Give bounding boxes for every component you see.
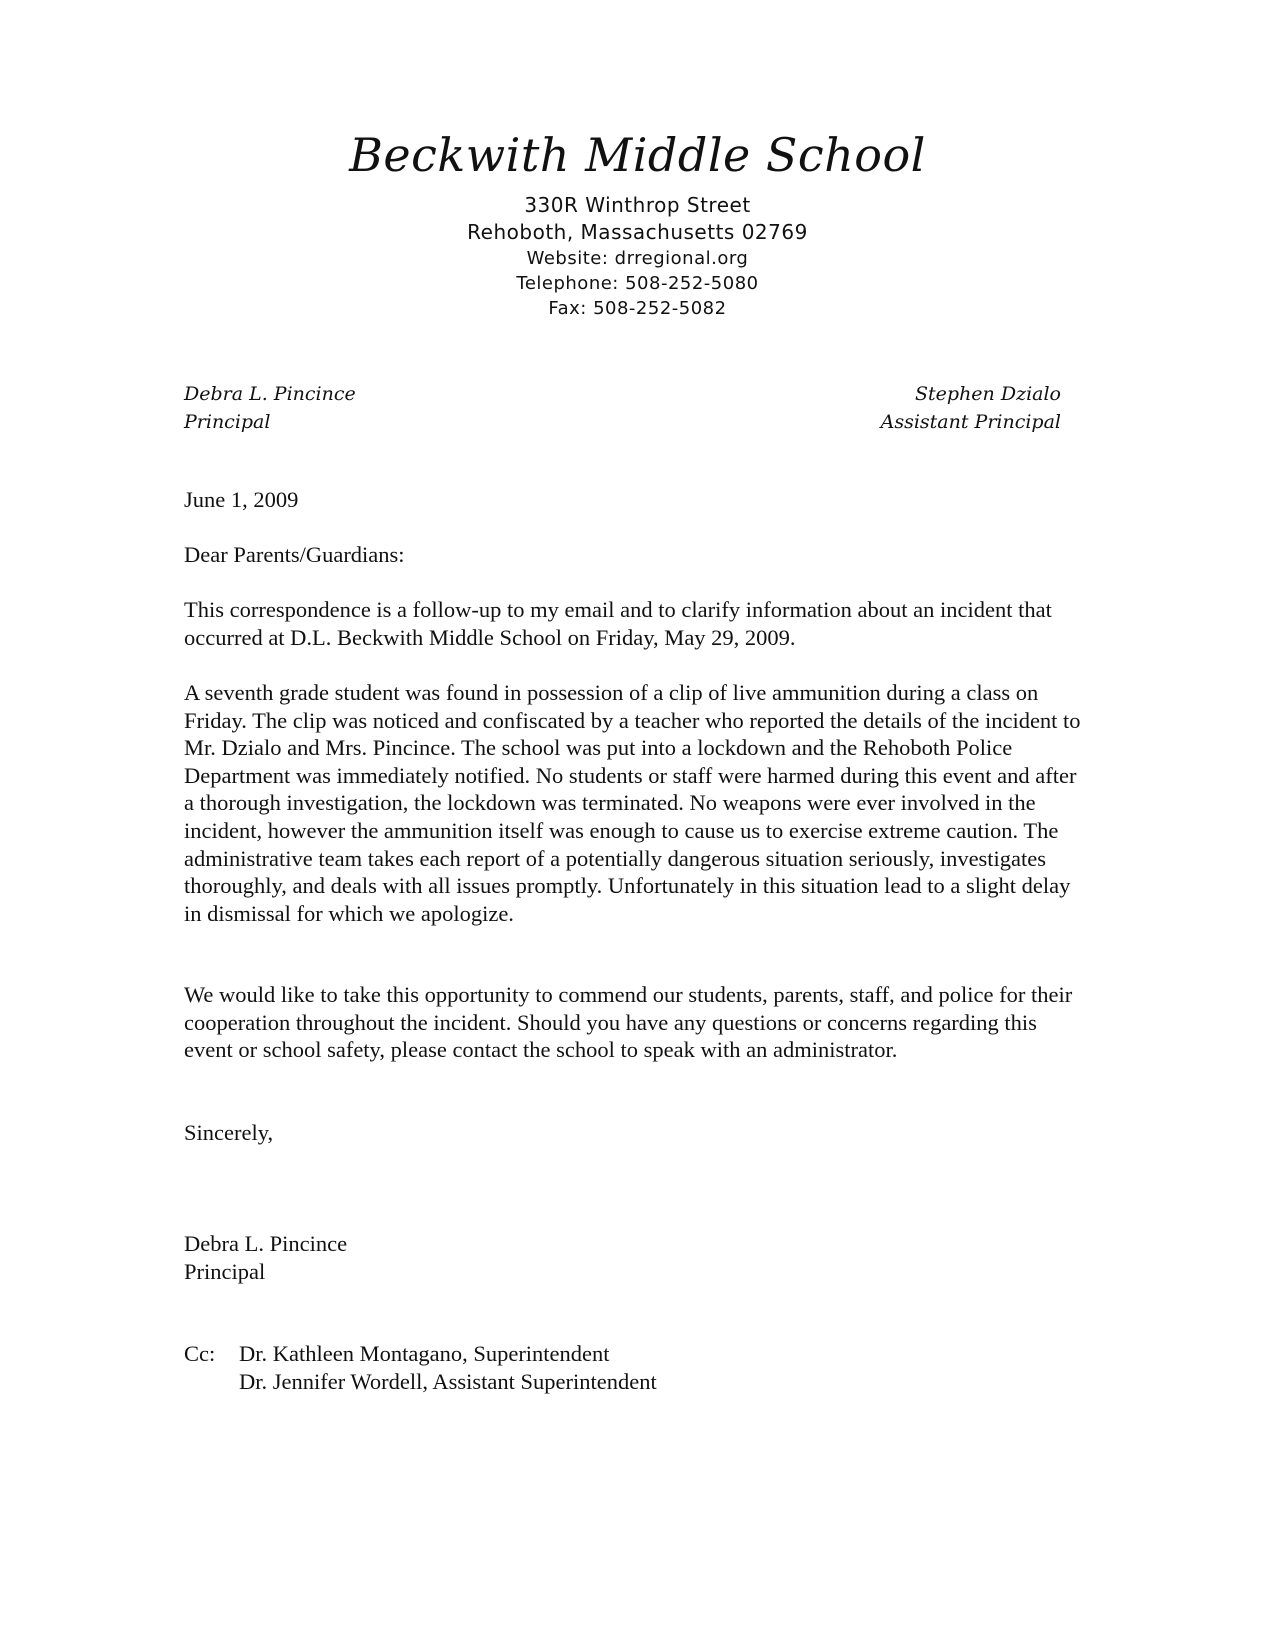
fax-line: Fax: 508-252-5082 (548, 298, 727, 319)
school-name-title: Beckwith Middle School (349, 128, 926, 182)
letter-date: June 1, 2009 (184, 487, 299, 512)
signature-block (184, 1230, 1084, 1285)
paragraph-1: This correspondence is a follow-up to my email and to clarify information about an incident that occurred at D.L. Beckwith Middle School on Friday, May 29, 2009. (184, 597, 1052, 650)
cc-recipient: Dr. Kathleen Montagano, Superintendent (239, 1341, 610, 1366)
assistant-principal-name: Stephen Dzialo (915, 383, 1061, 405)
salutation: Dear Parents/Guardians: (184, 542, 405, 567)
paragraph-2: A seventh grade student was found in possession of a clip of live ammunition during a class on Friday. The clip was noticed and confiscated by a teacher who reported the details of the incident to Mr. Dzialo and Mrs. Pincince. The school was put into a lockdown and the Rehoboth Police Department was immediately notified. No students or staff were harmed during this event and after a thorough investigation, the lockdown was terminated. No weapons were ever involved in the incident, however the ammunition itself was enough to cause us to exercise extreme caution. The administrative team takes each report of a potentially dangerous situation seriously, investigates thoroughly, and deals with all issues promptly. Unfortunately in this situation lead to a slight delay in dismissal for which we apologize. (184, 680, 1081, 926)
principal-title: Principal (184, 411, 271, 433)
principal-block (184, 380, 356, 436)
signer-name: Debra L. Pincince (184, 1231, 348, 1256)
website-line: Website: drregional.org (526, 248, 749, 269)
cc-label: Cc: (184, 1341, 216, 1366)
telephone-line: Telephone: 508-252-5080 (516, 273, 759, 294)
address-city: Rehoboth, Massachusetts 02769 (467, 220, 808, 244)
cc-recipient: Dr. Jennifer Wordell, Assistant Superintendent (239, 1368, 657, 1394)
assistant-principal-title: Assistant Principal (880, 411, 1061, 433)
closing: Sincerely, (184, 1120, 274, 1145)
cc-recipients (239, 1340, 657, 1395)
letterhead-address (0, 192, 1275, 321)
address-street: 330R Winthrop Street (524, 193, 751, 217)
assistant-principal-block (881, 380, 1061, 436)
paragraph-3: We would like to take this opportunity to commend our students, parents, staff, and police for their cooperation throughout the incident. Should you have any questions or concerns regarding this event or school safety, please contact the school to speak with an administrator. (184, 982, 1073, 1063)
principal-name: Debra L. Pincince (184, 383, 356, 405)
signer-title: Principal (184, 1258, 266, 1284)
